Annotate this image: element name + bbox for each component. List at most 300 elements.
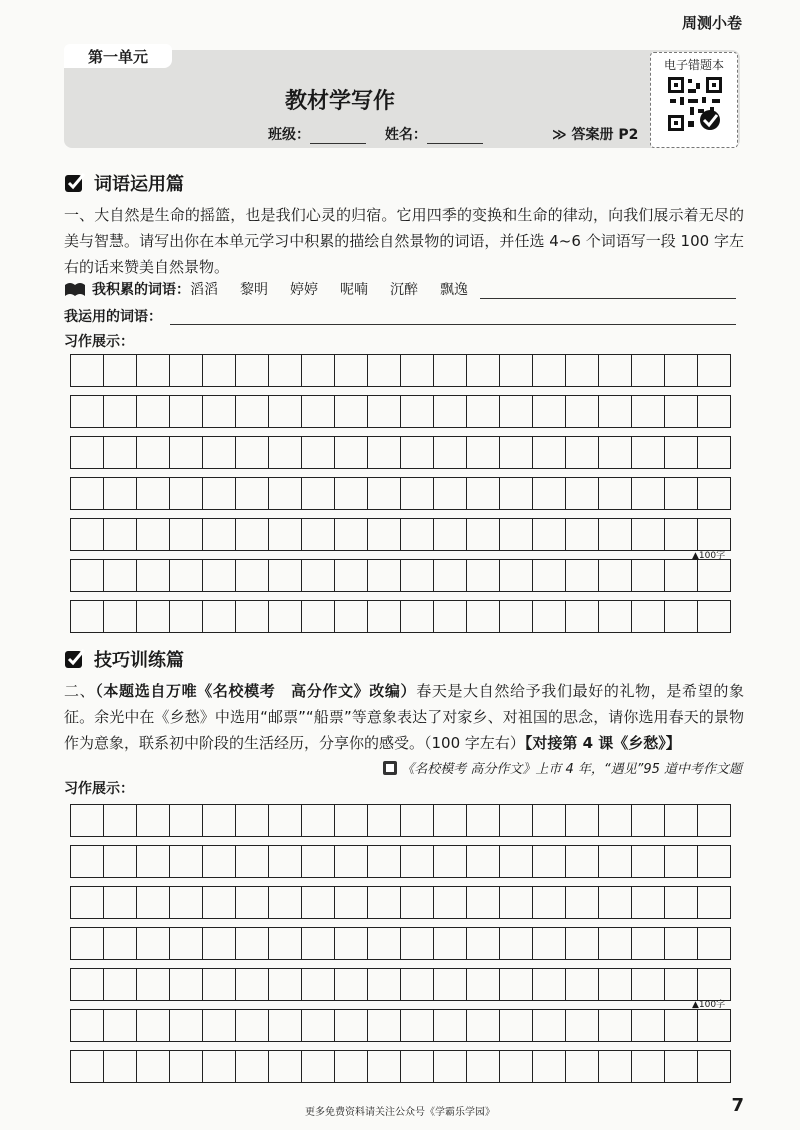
grid-cell[interactable]: [137, 518, 170, 551]
grid-cell[interactable]: [236, 1009, 269, 1042]
grid-cell[interactable]: [599, 1050, 632, 1083]
grid-cell[interactable]: [533, 518, 566, 551]
grid-cell[interactable]: [434, 559, 467, 592]
grid-cell[interactable]: [533, 927, 566, 960]
grid-cell[interactable]: [236, 845, 269, 878]
grid-cell[interactable]: [401, 436, 434, 469]
grid-cell[interactable]: [401, 1009, 434, 1042]
grid-cell[interactable]: [665, 927, 698, 960]
grid-cell[interactable]: [236, 1050, 269, 1083]
practice-label-1: 习作展示：: [64, 334, 134, 350]
grid-cell[interactable]: [566, 1009, 599, 1042]
grid-cell[interactable]: [500, 968, 533, 1001]
grid-cell[interactable]: [137, 845, 170, 878]
grid-cell[interactable]: [236, 436, 269, 469]
grid-cell[interactable]: [302, 395, 335, 428]
grid-cell[interactable]: [500, 845, 533, 878]
grid-cell[interactable]: [500, 559, 533, 592]
grid-cell[interactable]: [236, 927, 269, 960]
grid-cell[interactable]: [368, 1050, 401, 1083]
grid-cell[interactable]: [632, 845, 665, 878]
grid-cell[interactable]: [203, 354, 236, 387]
grid-cell[interactable]: [71, 436, 104, 469]
grid-cell[interactable]: [170, 477, 203, 510]
grid-cell[interactable]: [500, 886, 533, 919]
grid-cell[interactable]: [632, 395, 665, 428]
grid-cell[interactable]: [665, 518, 698, 551]
grid-cell[interactable]: [599, 804, 632, 837]
grid-cell[interactable]: [302, 1009, 335, 1042]
grid-cell[interactable]: [104, 927, 137, 960]
grid-cell[interactable]: [698, 477, 731, 510]
grid-cell[interactable]: [566, 968, 599, 1001]
grid-cell[interactable]: [665, 600, 698, 633]
grid-cell[interactable]: [698, 395, 731, 428]
grid-cell[interactable]: [467, 559, 500, 592]
grid-cell[interactable]: [335, 968, 368, 1001]
grid-cell[interactable]: [665, 886, 698, 919]
grid-cell[interactable]: [269, 518, 302, 551]
grid-cell[interactable]: [632, 436, 665, 469]
grid-cell[interactable]: [170, 436, 203, 469]
grid-cell[interactable]: [170, 845, 203, 878]
grid-cell[interactable]: [467, 477, 500, 510]
grid-cell[interactable]: [302, 518, 335, 551]
grid-cell[interactable]: [137, 804, 170, 837]
grid-cell[interactable]: [500, 927, 533, 960]
footer-note: 更多免费资料请关注公众号《学霸乐学园》: [305, 1107, 495, 1118]
grid-cell[interactable]: [665, 1050, 698, 1083]
grid-cell[interactable]: [599, 927, 632, 960]
grid-cell[interactable]: [566, 804, 599, 837]
grid-cell[interactable]: [203, 518, 236, 551]
grid-cell[interactable]: [137, 477, 170, 510]
grid-cell[interactable]: [368, 559, 401, 592]
grid-cell[interactable]: [467, 927, 500, 960]
grid-cell[interactable]: [500, 395, 533, 428]
grid-cell[interactable]: [500, 477, 533, 510]
grid-cell[interactable]: [104, 1050, 137, 1083]
grid-cell[interactable]: [137, 354, 170, 387]
grid-cell[interactable]: [632, 1009, 665, 1042]
grid-cell[interactable]: [170, 804, 203, 837]
grid-cell[interactable]: [368, 354, 401, 387]
grid-cell[interactable]: [335, 1050, 368, 1083]
checkbox-check-icon: [64, 648, 86, 670]
grid-cell[interactable]: [533, 477, 566, 510]
grid-cell[interactable]: [269, 477, 302, 510]
grid-cell[interactable]: [203, 1009, 236, 1042]
grid-cell[interactable]: [71, 927, 104, 960]
grid-cell[interactable]: [170, 1050, 203, 1083]
grid-cell[interactable]: [269, 600, 302, 633]
grid-cell[interactable]: [533, 1009, 566, 1042]
grid-cell[interactable]: [335, 804, 368, 837]
grid-cell[interactable]: [236, 354, 269, 387]
grid-cell[interactable]: [137, 927, 170, 960]
grid-cell[interactable]: [434, 886, 467, 919]
grid-cell[interactable]: [71, 804, 104, 837]
grid-cell[interactable]: [665, 559, 698, 592]
grid-cell[interactable]: [632, 1050, 665, 1083]
grid-cell[interactable]: [269, 886, 302, 919]
grid-cell[interactable]: [566, 845, 599, 878]
grid-cell[interactable]: [269, 927, 302, 960]
grid-cell[interactable]: [401, 1050, 434, 1083]
grid-cell[interactable]: [665, 436, 698, 469]
grid-cell[interactable]: [368, 927, 401, 960]
book-tag-icon: [383, 761, 397, 775]
grid-cell[interactable]: [104, 845, 137, 878]
grid-cell[interactable]: [269, 395, 302, 428]
grid-cell[interactable]: [236, 477, 269, 510]
grid-cell[interactable]: [302, 1050, 335, 1083]
grid-cell[interactable]: [71, 886, 104, 919]
grid-cell[interactable]: [632, 968, 665, 1001]
grid-cell[interactable]: [665, 804, 698, 837]
grid-cell[interactable]: [698, 1009, 731, 1042]
grid-cell[interactable]: [566, 927, 599, 960]
grid-cell[interactable]: [401, 886, 434, 919]
grid-cell[interactable]: [698, 559, 731, 592]
grid-cell[interactable]: [698, 886, 731, 919]
grid-cell[interactable]: [137, 436, 170, 469]
grid-cell[interactable]: [203, 804, 236, 837]
grid-cell[interactable]: [467, 1050, 500, 1083]
grid-cell[interactable]: [566, 1050, 599, 1083]
grid-cell[interactable]: [104, 886, 137, 919]
grid-cell[interactable]: [599, 354, 632, 387]
grid-cell[interactable]: [533, 354, 566, 387]
name-label: 姓名：: [384, 127, 427, 143]
grid-cell[interactable]: [599, 886, 632, 919]
grid-cell[interactable]: [236, 804, 269, 837]
grid-cell[interactable]: [434, 1009, 467, 1042]
grid-cell[interactable]: [500, 518, 533, 551]
grid-cell[interactable]: [104, 395, 137, 428]
grid-cell[interactable]: [269, 968, 302, 1001]
grid-cell[interactable]: [698, 436, 731, 469]
grid-cell[interactable]: [269, 559, 302, 592]
grid-cell[interactable]: [368, 886, 401, 919]
grid-cell[interactable]: [500, 804, 533, 837]
grid-cell[interactable]: [467, 968, 500, 1001]
grid-cell[interactable]: [599, 600, 632, 633]
grid-cell[interactable]: [71, 1050, 104, 1083]
grid-cell[interactable]: [665, 354, 698, 387]
grid-cell[interactable]: [368, 518, 401, 551]
grid-cell[interactable]: [566, 354, 599, 387]
grid-cell[interactable]: [533, 600, 566, 633]
grid-cell[interactable]: [566, 559, 599, 592]
grid-cell[interactable]: [434, 968, 467, 1001]
grid-cell[interactable]: [71, 600, 104, 633]
grid-cell[interactable]: [335, 927, 368, 960]
grid-cell[interactable]: [533, 968, 566, 1001]
grid-cell[interactable]: [236, 886, 269, 919]
grid-cell[interactable]: [698, 600, 731, 633]
series-label: 周测小卷: [681, 14, 742, 32]
grid-cell[interactable]: [599, 436, 632, 469]
grid-cell[interactable]: [500, 600, 533, 633]
class-name-line: [268, 124, 483, 144]
grid-cell[interactable]: [533, 845, 566, 878]
grid-cell[interactable]: [269, 804, 302, 837]
grid-cell[interactable]: [467, 436, 500, 469]
grid-cell[interactable]: [302, 804, 335, 837]
grid-cell[interactable]: [104, 600, 137, 633]
grid-cell[interactable]: [302, 559, 335, 592]
grid-cell[interactable]: [335, 354, 368, 387]
grid-cell[interactable]: [236, 518, 269, 551]
grid-cell[interactable]: [368, 968, 401, 1001]
grid-cell[interactable]: [401, 845, 434, 878]
grid-cell[interactable]: [467, 354, 500, 387]
grid-cell[interactable]: [170, 968, 203, 1001]
word-item: 婷婷: [290, 282, 318, 298]
grid-cell[interactable]: [203, 395, 236, 428]
grid-cell[interactable]: [203, 559, 236, 592]
grid-cell[interactable]: [599, 968, 632, 1001]
grid-cell[interactable]: [302, 436, 335, 469]
grid-cell[interactable]: [71, 559, 104, 592]
applied-words-blank[interactable]: [170, 324, 736, 325]
grid-cell[interactable]: [302, 886, 335, 919]
grid-cell[interactable]: [170, 559, 203, 592]
grid-cell[interactable]: [368, 1009, 401, 1042]
grid-cell[interactable]: [335, 1009, 368, 1042]
grid-cell[interactable]: [434, 477, 467, 510]
grid-cell[interactable]: [335, 600, 368, 633]
grid-cell[interactable]: [269, 436, 302, 469]
grid-row: [70, 968, 731, 1001]
grid-cell[interactable]: [533, 1050, 566, 1083]
grid-cell[interactable]: [698, 354, 731, 387]
grid-cell[interactable]: [335, 845, 368, 878]
grid-cell[interactable]: [434, 354, 467, 387]
prompt-source: （本题选自万唯《名校模考 高分作文》改编）: [95, 682, 417, 700]
grid-cell[interactable]: [599, 477, 632, 510]
grid-cell[interactable]: [104, 518, 137, 551]
grid-cell[interactable]: [170, 354, 203, 387]
grid-cell[interactable]: [632, 518, 665, 551]
grid-cell[interactable]: [137, 600, 170, 633]
grid-cell[interactable]: [434, 845, 467, 878]
grid-cell[interactable]: [71, 1009, 104, 1042]
class-blank[interactable]: [310, 143, 366, 144]
grid-cell[interactable]: [533, 886, 566, 919]
grid-cell[interactable]: [335, 477, 368, 510]
grid-cell[interactable]: [335, 395, 368, 428]
grid-cell[interactable]: [599, 845, 632, 878]
grid-cell[interactable]: [533, 559, 566, 592]
grid-cell[interactable]: [170, 927, 203, 960]
grid-cell[interactable]: [533, 804, 566, 837]
grid-cell[interactable]: [665, 477, 698, 510]
grid-cell[interactable]: [203, 845, 236, 878]
grid-cell[interactable]: [467, 1009, 500, 1042]
grid-cell[interactable]: [500, 1009, 533, 1042]
grid-cell[interactable]: [137, 559, 170, 592]
grid-cell[interactable]: [104, 354, 137, 387]
collected-words-blank[interactable]: [480, 298, 736, 299]
grid-cell[interactable]: [566, 600, 599, 633]
grid-cell[interactable]: [368, 845, 401, 878]
grid-cell[interactable]: [203, 600, 236, 633]
grid-cell[interactable]: [302, 968, 335, 1001]
grid-cell[interactable]: [665, 1009, 698, 1042]
grid-cell[interactable]: [269, 845, 302, 878]
grid-cell[interactable]: [203, 477, 236, 510]
grid-cell[interactable]: [236, 968, 269, 1001]
grid-cell[interactable]: [302, 477, 335, 510]
grid-cell[interactable]: [434, 436, 467, 469]
grid-cell[interactable]: [566, 477, 599, 510]
grid-cell[interactable]: [269, 354, 302, 387]
grid-cell[interactable]: [434, 804, 467, 837]
grid-cell[interactable]: [632, 886, 665, 919]
grid-cell[interactable]: [368, 804, 401, 837]
grid-cell[interactable]: [203, 968, 236, 1001]
grid-cell[interactable]: [401, 600, 434, 633]
grid-cell[interactable]: [467, 804, 500, 837]
grid-cell[interactable]: [467, 845, 500, 878]
grid-cell[interactable]: [698, 518, 731, 551]
grid-cell[interactable]: [467, 395, 500, 428]
grid-cell[interactable]: [137, 886, 170, 919]
grid-cell[interactable]: [368, 600, 401, 633]
grid-cell[interactable]: [500, 1050, 533, 1083]
grid-cell[interactable]: [467, 886, 500, 919]
qr-code-icon[interactable]: [666, 75, 724, 133]
grid-cell[interactable]: [401, 927, 434, 960]
grid-cell[interactable]: [302, 845, 335, 878]
grid-cell[interactable]: [401, 518, 434, 551]
grid-cell[interactable]: [71, 395, 104, 428]
grid-cell[interactable]: [71, 968, 104, 1001]
grid-cell[interactable]: [698, 845, 731, 878]
grid-cell[interactable]: [104, 477, 137, 510]
grid-cell[interactable]: [335, 559, 368, 592]
grid-cell[interactable]: [533, 395, 566, 428]
grid-cell[interactable]: [335, 436, 368, 469]
grid-cell[interactable]: [632, 804, 665, 837]
book-icon: [64, 281, 86, 297]
grid-cell[interactable]: [71, 477, 104, 510]
grid-cell[interactable]: [599, 518, 632, 551]
grid-cell[interactable]: [434, 1050, 467, 1083]
page-title: 教材学写作: [284, 89, 395, 114]
grid-cell[interactable]: [599, 1009, 632, 1042]
grid-cell[interactable]: [401, 395, 434, 428]
grid-cell[interactable]: [368, 395, 401, 428]
grid-cell[interactable]: [335, 518, 368, 551]
grid-cell[interactable]: [170, 395, 203, 428]
name-blank[interactable]: [427, 143, 483, 144]
grid-cell[interactable]: [467, 518, 500, 551]
grid-cell[interactable]: [599, 395, 632, 428]
qr-box: [650, 52, 738, 148]
grid-cell[interactable]: [434, 927, 467, 960]
grid-cell[interactable]: [632, 354, 665, 387]
grid-cell[interactable]: [104, 436, 137, 469]
grid-cell[interactable]: [302, 927, 335, 960]
answer-reference: ≫ 答案册 P2: [552, 127, 639, 143]
grid-cell[interactable]: [698, 927, 731, 960]
grid-cell[interactable]: [401, 559, 434, 592]
grid-cell[interactable]: [104, 1009, 137, 1042]
grid-cell[interactable]: [302, 354, 335, 387]
grid-cell[interactable]: [236, 559, 269, 592]
grid-cell[interactable]: [137, 968, 170, 1001]
grid-cell[interactable]: [203, 1050, 236, 1083]
grid-cell[interactable]: [236, 600, 269, 633]
grid-cell[interactable]: [632, 600, 665, 633]
grid-cell[interactable]: [203, 436, 236, 469]
grid-cell[interactable]: [434, 518, 467, 551]
grid-row: [70, 1009, 731, 1042]
grid-cell[interactable]: [434, 600, 467, 633]
grid-cell[interactable]: [170, 518, 203, 551]
grid-cell[interactable]: [236, 395, 269, 428]
grid-cell[interactable]: [104, 804, 137, 837]
grid-cell[interactable]: [632, 927, 665, 960]
grid-cell[interactable]: [698, 1050, 731, 1083]
grid-cell[interactable]: [566, 518, 599, 551]
grid-cell[interactable]: [335, 886, 368, 919]
grid-cell[interactable]: [137, 1050, 170, 1083]
grid-cell[interactable]: [566, 395, 599, 428]
grid-cell[interactable]: [665, 845, 698, 878]
grid-cell[interactable]: [302, 600, 335, 633]
grid-cell[interactable]: [71, 354, 104, 387]
grid-cell[interactable]: [401, 968, 434, 1001]
grid-cell[interactable]: [170, 1009, 203, 1042]
grid-cell[interactable]: [401, 804, 434, 837]
grid-cell[interactable]: [137, 395, 170, 428]
grid-cell[interactable]: [500, 436, 533, 469]
grid-cell[interactable]: [698, 804, 731, 837]
grid-cell[interactable]: [104, 968, 137, 1001]
grid-cell[interactable]: [71, 845, 104, 878]
grid-cell[interactable]: [632, 477, 665, 510]
grid-cell[interactable]: [368, 436, 401, 469]
grid-cell[interactable]: [170, 600, 203, 633]
grid-cell[interactable]: [401, 354, 434, 387]
grid-cell[interactable]: [665, 395, 698, 428]
grid-row: [70, 354, 731, 387]
grid-cell[interactable]: [467, 600, 500, 633]
grid-cell[interactable]: [104, 559, 137, 592]
grid-cell[interactable]: [269, 1050, 302, 1083]
grid-cell[interactable]: [566, 436, 599, 469]
grid-cell[interactable]: [401, 477, 434, 510]
grid-cell[interactable]: [170, 886, 203, 919]
grid-cell[interactable]: [203, 927, 236, 960]
grid-cell[interactable]: [71, 518, 104, 551]
grid-cell[interactable]: [566, 886, 599, 919]
grid-cell[interactable]: [500, 354, 533, 387]
grid-cell[interactable]: [434, 395, 467, 428]
grid-cell[interactable]: [632, 559, 665, 592]
grid-cell[interactable]: [137, 1009, 170, 1042]
grid-cell[interactable]: [203, 886, 236, 919]
grid-cell[interactable]: [269, 1009, 302, 1042]
section2-heading: [64, 646, 184, 672]
grid-cell[interactable]: [533, 436, 566, 469]
grid-cell[interactable]: [368, 477, 401, 510]
grid-cell[interactable]: [599, 559, 632, 592]
